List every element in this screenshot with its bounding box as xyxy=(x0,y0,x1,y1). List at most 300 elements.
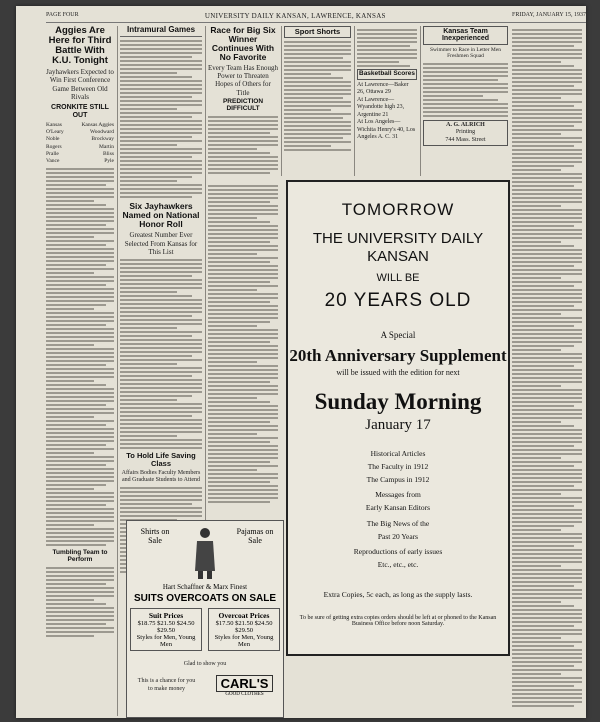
text-line xyxy=(512,573,582,575)
ad-extra-copies: Extra Copies, 5c each, as long as the supply lasts. xyxy=(323,589,473,599)
text-line xyxy=(208,217,257,219)
text-line xyxy=(46,396,114,398)
text-line xyxy=(120,411,202,413)
text-line xyxy=(208,345,278,347)
text-line xyxy=(208,353,278,355)
text-line xyxy=(512,285,574,287)
text-line xyxy=(208,409,278,411)
text-line xyxy=(46,332,114,334)
column-rule xyxy=(354,26,355,176)
text-line xyxy=(512,505,574,507)
text-line xyxy=(208,365,278,367)
text-line xyxy=(120,407,202,409)
scores-list: At Lawrence—Baker 26, Ottawa 29 At Lawrence—Wyandotte high 23, Argentine 21 At Los Angeles—Wichita Henry's 40, Los Angeles A. C. 31 xyxy=(357,81,416,141)
text-line xyxy=(512,253,582,255)
text-line xyxy=(512,677,582,679)
text-line xyxy=(46,208,114,210)
text-line xyxy=(512,173,582,175)
text-line xyxy=(512,49,582,51)
text-line xyxy=(120,40,202,42)
text-line xyxy=(512,489,582,491)
text-line xyxy=(284,41,351,43)
text-line xyxy=(46,276,114,278)
article-body xyxy=(208,116,278,176)
text-line xyxy=(512,61,561,63)
text-line xyxy=(46,384,106,386)
text-line xyxy=(46,392,114,394)
text-line xyxy=(284,137,343,139)
ad-special: A Special xyxy=(380,330,416,340)
text-line xyxy=(423,115,508,117)
text-line xyxy=(512,209,582,211)
text-line xyxy=(46,500,114,502)
text-line xyxy=(46,532,114,534)
article-body xyxy=(357,29,417,67)
text-line xyxy=(120,351,202,353)
text-line xyxy=(512,213,582,215)
text-line xyxy=(512,81,582,83)
text-line xyxy=(208,361,257,363)
text-line xyxy=(512,577,582,579)
text-line xyxy=(512,141,582,143)
text-line xyxy=(208,144,278,146)
text-line xyxy=(512,377,582,379)
text-line xyxy=(46,444,106,446)
headline-life-saving: To Hold Life Saving Class xyxy=(126,451,196,469)
text-line xyxy=(512,501,582,503)
page-date: FRIDAY, JANUARY 15, 1937 xyxy=(512,12,586,18)
text-line xyxy=(208,225,278,227)
text-line xyxy=(208,168,278,170)
text-line xyxy=(512,593,582,595)
text-line xyxy=(46,284,106,286)
text-line xyxy=(512,269,582,271)
text-line xyxy=(512,237,582,239)
text-line xyxy=(423,107,508,109)
store-sub: GOOD CLOTHES xyxy=(225,691,264,697)
text-line xyxy=(357,45,410,47)
text-line xyxy=(46,484,106,486)
text-line xyxy=(423,99,498,101)
text-line xyxy=(512,333,582,335)
text-line xyxy=(120,367,202,369)
text-line xyxy=(512,185,574,187)
text-line xyxy=(46,599,94,601)
article-body xyxy=(120,259,202,449)
text-line xyxy=(423,103,508,105)
text-line xyxy=(46,591,114,593)
text-line xyxy=(46,232,114,234)
text-line xyxy=(120,132,202,134)
text-line xyxy=(120,331,202,333)
text-line xyxy=(120,196,192,198)
text-line xyxy=(512,585,574,587)
text-line xyxy=(120,72,177,74)
text-line xyxy=(512,169,561,171)
text-line xyxy=(512,413,582,415)
text-line xyxy=(120,299,202,301)
text-line xyxy=(284,109,331,111)
text-line xyxy=(46,432,114,434)
text-line xyxy=(512,529,561,531)
text-line xyxy=(512,189,582,191)
text-line xyxy=(208,301,270,303)
ad-supplement: 20th Anniversary Supplement xyxy=(289,346,507,365)
text-line xyxy=(46,416,94,418)
text-line xyxy=(512,257,582,259)
text-line xyxy=(208,197,278,199)
text-line xyxy=(46,607,114,609)
text-line xyxy=(208,437,278,439)
text-line xyxy=(208,421,270,423)
text-line xyxy=(208,433,257,435)
text-line xyxy=(512,669,582,671)
text-line xyxy=(208,221,270,223)
text-line xyxy=(208,285,278,287)
text-line xyxy=(423,67,508,69)
text-line xyxy=(120,267,202,269)
text-line xyxy=(512,541,582,543)
text-line xyxy=(208,321,270,323)
newspaper-page xyxy=(16,6,586,718)
overcoat-prices: Overcoat Prices $17.50 $21.50 $24.50 $29.50 Styles for Men, Young Men xyxy=(208,608,280,651)
text-line xyxy=(120,499,202,501)
text-line xyxy=(46,428,114,430)
text-line xyxy=(512,521,582,523)
text-line xyxy=(512,429,582,431)
text-line xyxy=(208,193,278,195)
text-line xyxy=(120,136,192,138)
text-line xyxy=(512,197,582,199)
text-line xyxy=(120,443,202,445)
text-line xyxy=(512,433,582,435)
text-line xyxy=(120,343,202,345)
text-line xyxy=(120,263,202,265)
text-line xyxy=(120,112,202,114)
text-line xyxy=(120,435,177,437)
text-line xyxy=(46,300,114,302)
text-line xyxy=(284,65,351,67)
text-line xyxy=(512,325,574,327)
text-line xyxy=(208,449,278,451)
text-line xyxy=(512,569,582,571)
text-line xyxy=(284,145,331,147)
text-line xyxy=(46,575,114,577)
text-line xyxy=(284,149,351,151)
text-line xyxy=(120,56,192,58)
text-line xyxy=(120,307,202,309)
text-line xyxy=(284,101,351,103)
text-line xyxy=(208,289,257,291)
text-line xyxy=(120,60,202,62)
text-line xyxy=(46,400,114,402)
text-line xyxy=(46,224,106,226)
text-line xyxy=(46,364,106,366)
text-line xyxy=(208,317,278,319)
text-line xyxy=(512,181,582,183)
column-rule xyxy=(117,26,118,716)
text-line xyxy=(208,309,278,311)
text-line xyxy=(120,287,202,289)
text-line xyxy=(120,387,202,389)
text-line xyxy=(512,473,582,475)
headline-swim: Kansas Team Inexperienced xyxy=(423,26,508,45)
article-body xyxy=(423,63,508,117)
text-line xyxy=(512,461,582,463)
text-line xyxy=(46,312,114,314)
text-line xyxy=(208,329,278,331)
text-line xyxy=(512,273,582,275)
text-line xyxy=(208,393,278,395)
text-line xyxy=(46,356,114,358)
text-line xyxy=(512,289,582,291)
text-line xyxy=(46,244,106,246)
text-line xyxy=(120,359,202,361)
text-line xyxy=(284,113,351,115)
text-line xyxy=(46,204,106,206)
text-line xyxy=(512,57,582,59)
text-line xyxy=(208,425,278,427)
text-line xyxy=(512,629,582,631)
text-line xyxy=(120,168,202,170)
column-rule xyxy=(420,26,421,176)
text-line xyxy=(208,156,278,158)
text-line xyxy=(512,497,582,499)
text-line xyxy=(512,337,582,339)
text-line xyxy=(357,53,417,55)
text-line xyxy=(46,480,114,482)
text-line xyxy=(512,449,582,451)
text-line xyxy=(512,589,582,591)
text-line xyxy=(208,261,270,263)
text-line xyxy=(512,149,582,151)
text-line xyxy=(120,355,192,357)
text-line xyxy=(512,477,582,479)
headline-intramural: Intramural Games xyxy=(120,26,202,37)
text-line xyxy=(512,33,582,35)
text-line xyxy=(120,160,202,162)
suit-prices: Suit Prices $18.75 $21.50 $24.50 $29.50 Styles for Men, Young Men xyxy=(130,608,202,651)
text-line xyxy=(208,489,278,491)
text-line xyxy=(120,447,202,449)
text-line xyxy=(208,325,257,327)
text-line xyxy=(208,405,278,407)
text-line xyxy=(46,468,114,470)
ad-paper-name: THE UNIVERSITY DAILY KANSAN xyxy=(312,230,484,265)
text-line xyxy=(46,328,114,330)
text-line xyxy=(120,395,192,397)
text-line xyxy=(46,623,106,625)
page-header xyxy=(46,12,586,23)
text-line xyxy=(512,693,582,695)
text-line xyxy=(120,415,192,417)
text-line xyxy=(120,291,177,293)
text-line xyxy=(512,561,582,563)
text-line xyxy=(512,437,582,439)
text-line xyxy=(208,381,270,383)
text-line xyxy=(208,233,278,235)
text-line xyxy=(208,441,270,443)
text-line xyxy=(512,425,574,427)
text-line xyxy=(357,57,417,59)
text-line xyxy=(120,88,202,90)
text-line xyxy=(512,145,574,147)
text-line xyxy=(208,457,278,459)
text-line xyxy=(120,104,202,106)
text-line xyxy=(46,192,114,194)
article-body xyxy=(120,40,202,198)
text-line xyxy=(120,363,177,365)
clothing-ad xyxy=(126,520,284,718)
text-line xyxy=(512,381,582,383)
text-line xyxy=(512,205,561,207)
text-line xyxy=(284,125,351,127)
text-line xyxy=(512,225,574,227)
text-line xyxy=(512,441,582,443)
text-line xyxy=(46,316,114,318)
glad-text: Glad to show you xyxy=(183,661,227,667)
text-line xyxy=(46,619,114,621)
text-line xyxy=(284,81,351,83)
text-line xyxy=(46,176,114,178)
headline-aggies: Aggies Are Here for Third Battle With K.U. Tonight xyxy=(48,26,112,66)
text-line xyxy=(46,472,114,474)
text-line xyxy=(512,373,582,375)
text-line xyxy=(208,185,278,187)
text-line xyxy=(120,511,202,513)
text-line xyxy=(512,37,582,39)
text-line xyxy=(208,124,278,126)
text-line xyxy=(512,113,582,115)
store-logo: CARL'S xyxy=(216,675,274,692)
text-line xyxy=(512,617,582,619)
deck-aggies: Jayhawkers Expected to Win First Conference Game Between Old Rivals xyxy=(46,67,114,102)
text-line xyxy=(512,121,582,123)
text-line xyxy=(512,65,574,67)
text-line xyxy=(512,233,582,235)
text-line xyxy=(120,311,202,313)
text-line xyxy=(284,93,351,95)
text-line xyxy=(120,100,202,102)
text-line xyxy=(120,148,202,150)
anniversary-ad xyxy=(286,180,510,656)
text-line xyxy=(46,380,94,382)
text-line xyxy=(46,544,106,546)
ad-20-years: 20 YEARS OLD xyxy=(324,290,472,311)
text-line xyxy=(208,257,278,259)
text-line xyxy=(512,385,561,387)
text-line xyxy=(512,321,582,323)
text-line xyxy=(512,301,582,303)
text-line xyxy=(120,339,202,341)
text-line xyxy=(423,91,508,93)
text-line xyxy=(208,369,278,371)
text-line xyxy=(512,245,574,247)
text-line xyxy=(46,615,114,617)
text-line xyxy=(46,336,114,338)
text-line xyxy=(512,41,582,43)
text-line xyxy=(512,705,574,707)
text-line xyxy=(512,481,582,483)
column-scores xyxy=(357,26,417,176)
column-rule xyxy=(281,26,282,176)
text-line xyxy=(46,228,114,230)
text-line xyxy=(46,344,94,346)
text-line xyxy=(208,269,278,271)
text-line xyxy=(208,265,278,267)
text-line xyxy=(512,309,582,311)
text-line xyxy=(208,377,278,379)
text-line xyxy=(284,89,351,91)
text-line xyxy=(208,413,278,415)
text-line xyxy=(46,248,114,250)
text-line xyxy=(208,477,278,479)
text-line xyxy=(512,357,582,359)
text-line xyxy=(512,701,582,703)
text-line xyxy=(120,283,202,285)
headline-honor-roll: Six Jayhawkers Named on National Honor Roll xyxy=(122,201,200,230)
text-line xyxy=(512,525,574,527)
text-line xyxy=(512,641,582,643)
text-line xyxy=(357,37,417,39)
text-line xyxy=(208,453,278,455)
text-line xyxy=(46,571,114,573)
text-line xyxy=(208,501,270,503)
deck-honor-roll: Greatest Number Ever Selected From Kansas for This List xyxy=(124,231,198,256)
text-line xyxy=(46,264,106,266)
text-line xyxy=(208,341,270,343)
text-line xyxy=(208,469,257,471)
text-line xyxy=(512,353,582,355)
text-line xyxy=(512,613,582,615)
text-line xyxy=(208,429,278,431)
text-line xyxy=(120,128,202,130)
text-line xyxy=(120,323,202,325)
text-line xyxy=(46,236,94,238)
text-line xyxy=(120,403,202,405)
subhead-cronkite: CRONKITE STILL OUT xyxy=(51,104,109,119)
ad-will-be: WILL BE xyxy=(376,272,420,284)
text-line xyxy=(46,260,114,262)
text-line xyxy=(284,53,351,55)
text-line xyxy=(512,369,582,371)
text-line xyxy=(120,507,202,509)
text-line xyxy=(46,476,114,478)
text-line xyxy=(120,144,177,146)
text-line xyxy=(423,79,498,81)
text-line xyxy=(208,128,278,130)
text-line xyxy=(120,120,202,122)
text-line xyxy=(284,141,351,143)
text-line xyxy=(512,153,582,155)
text-line xyxy=(208,445,278,447)
text-line xyxy=(208,205,278,207)
text-line xyxy=(512,401,582,403)
text-line xyxy=(46,440,114,442)
text-line xyxy=(120,172,202,174)
text-line xyxy=(512,601,561,603)
ad-date: January 17 xyxy=(365,417,431,433)
text-line xyxy=(208,249,278,251)
text-line xyxy=(46,388,114,390)
text-line xyxy=(120,96,192,98)
text-line xyxy=(120,419,202,421)
lineup-table: Kansas Kansas Aggies O'Leary Woodward Noble Brockway Rogers Martin Pralle Bliss Vance Pyle xyxy=(46,122,114,164)
text-line xyxy=(46,188,114,190)
text-line xyxy=(46,252,114,254)
text-line xyxy=(208,237,278,239)
text-line xyxy=(120,48,202,50)
